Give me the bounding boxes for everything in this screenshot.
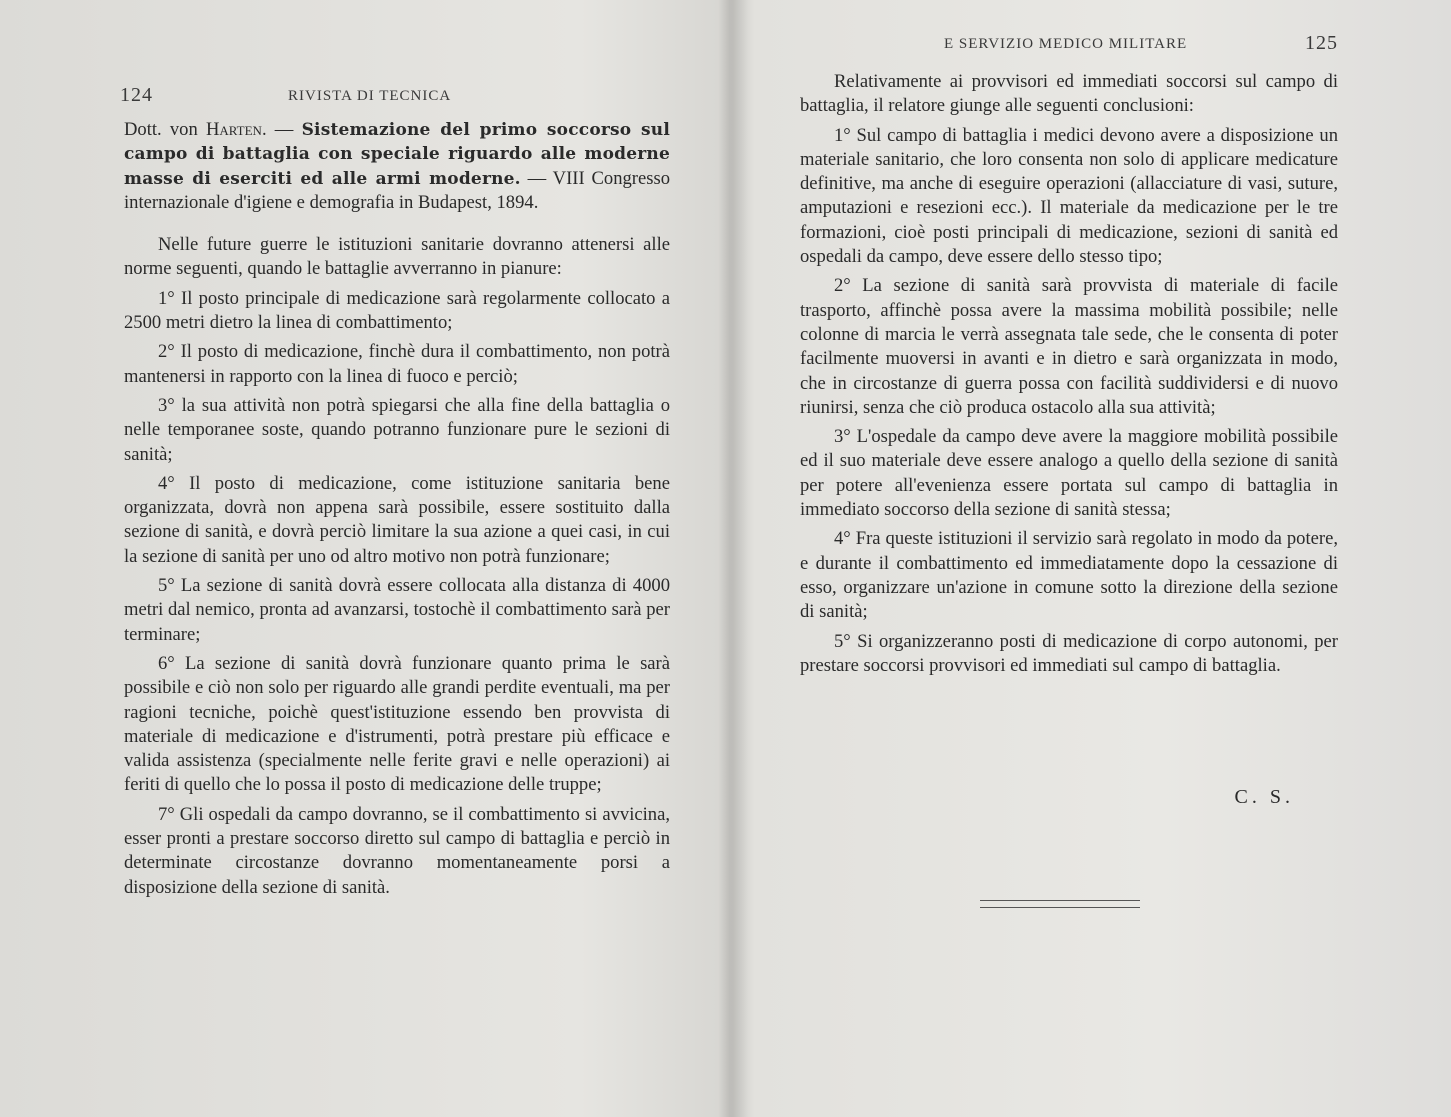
left-paragraph: 7° Gli ospedali da campo dovranno, se il combattimento si avvicina, esser pronti a prestare soccorso diretto sul campo di battaglia e perciò in determinate circostanze dovranno momentaneamente porsi a disposizione della sezione di sanità. [124, 803, 670, 898]
left-paragraph: 2° Il posto di medicazione, finchè dura il combattimento, non potrà mantenersi in rapporto con la linea di fuoco e perciò; [124, 341, 670, 387]
citation-title: Sistemazione del primo soccorso sul campo di battaglia con speciale riguardo alle moderne masse di eserciti ed alle armi moderne. [124, 120, 670, 189]
left-page-number: 124 [120, 84, 153, 106]
right-paragraph: 2° La sezione di sanità sarà provvista di materiale di facile trasporto, affinchè possa avere la massima mobilità possibile; nelle colonne di marcia le verrà assegnata tale sede, che le consenta di poter facilmente muoversi in avanti e in dietro e sarà organizzata in modo, che in circostanze di guerra possa con facilità suddividersi e di nuovo riunirsi, senza che ciò produca ostacolo alla sua attività; [800, 275, 1338, 418]
right-paragraph: 1° Sul campo di battaglia i medici devono avere a disposizione un materiale sanitario, che loro consenta non solo di applicare medicature definitive, ma anche di eseguire operazioni (allacciature di vasi, suture, amputazioni e resezioni ecc.). Il materiale da medicazione per le tre formazioni, cioè posti principali di medicazione, sezioni di sanità ed ospedali da campo, deve essere dello stesso tipo; [800, 124, 1338, 268]
right-text-block [800, 70, 1338, 683]
left-running-title: RIVISTA DI TECNICA [288, 88, 452, 104]
left-paragraph: 3° la sua attività non potrà spiegarsi che alla fine della battaglia o nelle temporanee soste, quando potranno funzionare pure le sezioni di sanità; [124, 394, 670, 465]
citation-author-name: Harten [205, 119, 262, 140]
citation [124, 118, 670, 215]
left-paragraph: 5° La sezione di sanità dovrà essere collocata alla distanza di 4000 metri dal nemico, pronta ad avanzarsi, tostochè il combattimento sarà per terminare; [124, 575, 670, 645]
right-running-title: E SERVIZIO MEDICO MILITARE [944, 36, 1188, 52]
section-end-rule [980, 900, 1140, 908]
right-paragraph: 5° Si organizzeranno posti di medicazione di corpo autonomi, per prestare soccorsi provvisori ed immediati sul campo di battaglia. [800, 630, 1338, 676]
signature: C. S. [1234, 786, 1294, 808]
left-paragraph: 4° Il posto di medicazione, come istituzione sanitaria bene organizzata, dovrà non appena sarà possibile, essere sostituito dalla sezione di sanità, e dovrà perciò limitare la sua azione a quei casi, in cui la sezione di sanità per uno od altro motivo non potrà funzionare; [124, 472, 670, 567]
citation-author-prefix: Dott. von [124, 119, 206, 140]
right-paragraph: 3° L'ospedale da campo deve avere la maggiore mobilità possibile ed il suo materiale deve essere analogo a quello della sezione di sanità per potere all'evenienza essere portata sul campo di battaglia in immediato soccorso della sezione di sanità stessa; [800, 426, 1338, 521]
book-gutter [718, 0, 748, 1117]
left-text-block [124, 118, 670, 905]
citation-source: — VIII Congresso internazionale d'igiene e demografia in Budapest, 1894. [124, 167, 671, 213]
left-paragraph: 1° Il posto principale di medicazione sarà regolarmente collocato a 2500 metri dietro la linea di combattimento; [124, 287, 670, 334]
left-paragraph: Nelle future guerre le istituzioni sanitarie dovranno attenersi alle norme seguenti, quando le battaglie avverranno in pianure: [124, 234, 670, 280]
left-paragraph: 6° La sezione di sanità dovrà funzionare quanto prima le sarà possibile e ciò non solo per riguardo alle grandi perdite eventuali, ma per ragioni tecniche, poichè quest'istituzione essendo ben provvista di materiale di medicazione e d'istrumenti, potrà prestare più efficace e valida assistenza (specialmente nelle ferite gravi e nelle operazioni) ai feriti di quello che lo possa il posto di medicazione delle truppe; [124, 652, 670, 796]
right-page-number: 125 [1305, 32, 1338, 54]
right-paragraph: 4° Fra queste istituzioni il servizio sarà regolato in modo da potere, e durante il combattimento ed immediatamente dopo la cessazione di esso, organizzare un'azione in comune sotto la direzione della sezione di sanità; [800, 528, 1338, 623]
citation-dash: . — [261, 119, 302, 140]
right-paragraph: Relativamente ai provvisori ed immediati soccorsi sul campo di battaglia, il relatore giunge alle seguenti conclusioni: [800, 71, 1338, 117]
